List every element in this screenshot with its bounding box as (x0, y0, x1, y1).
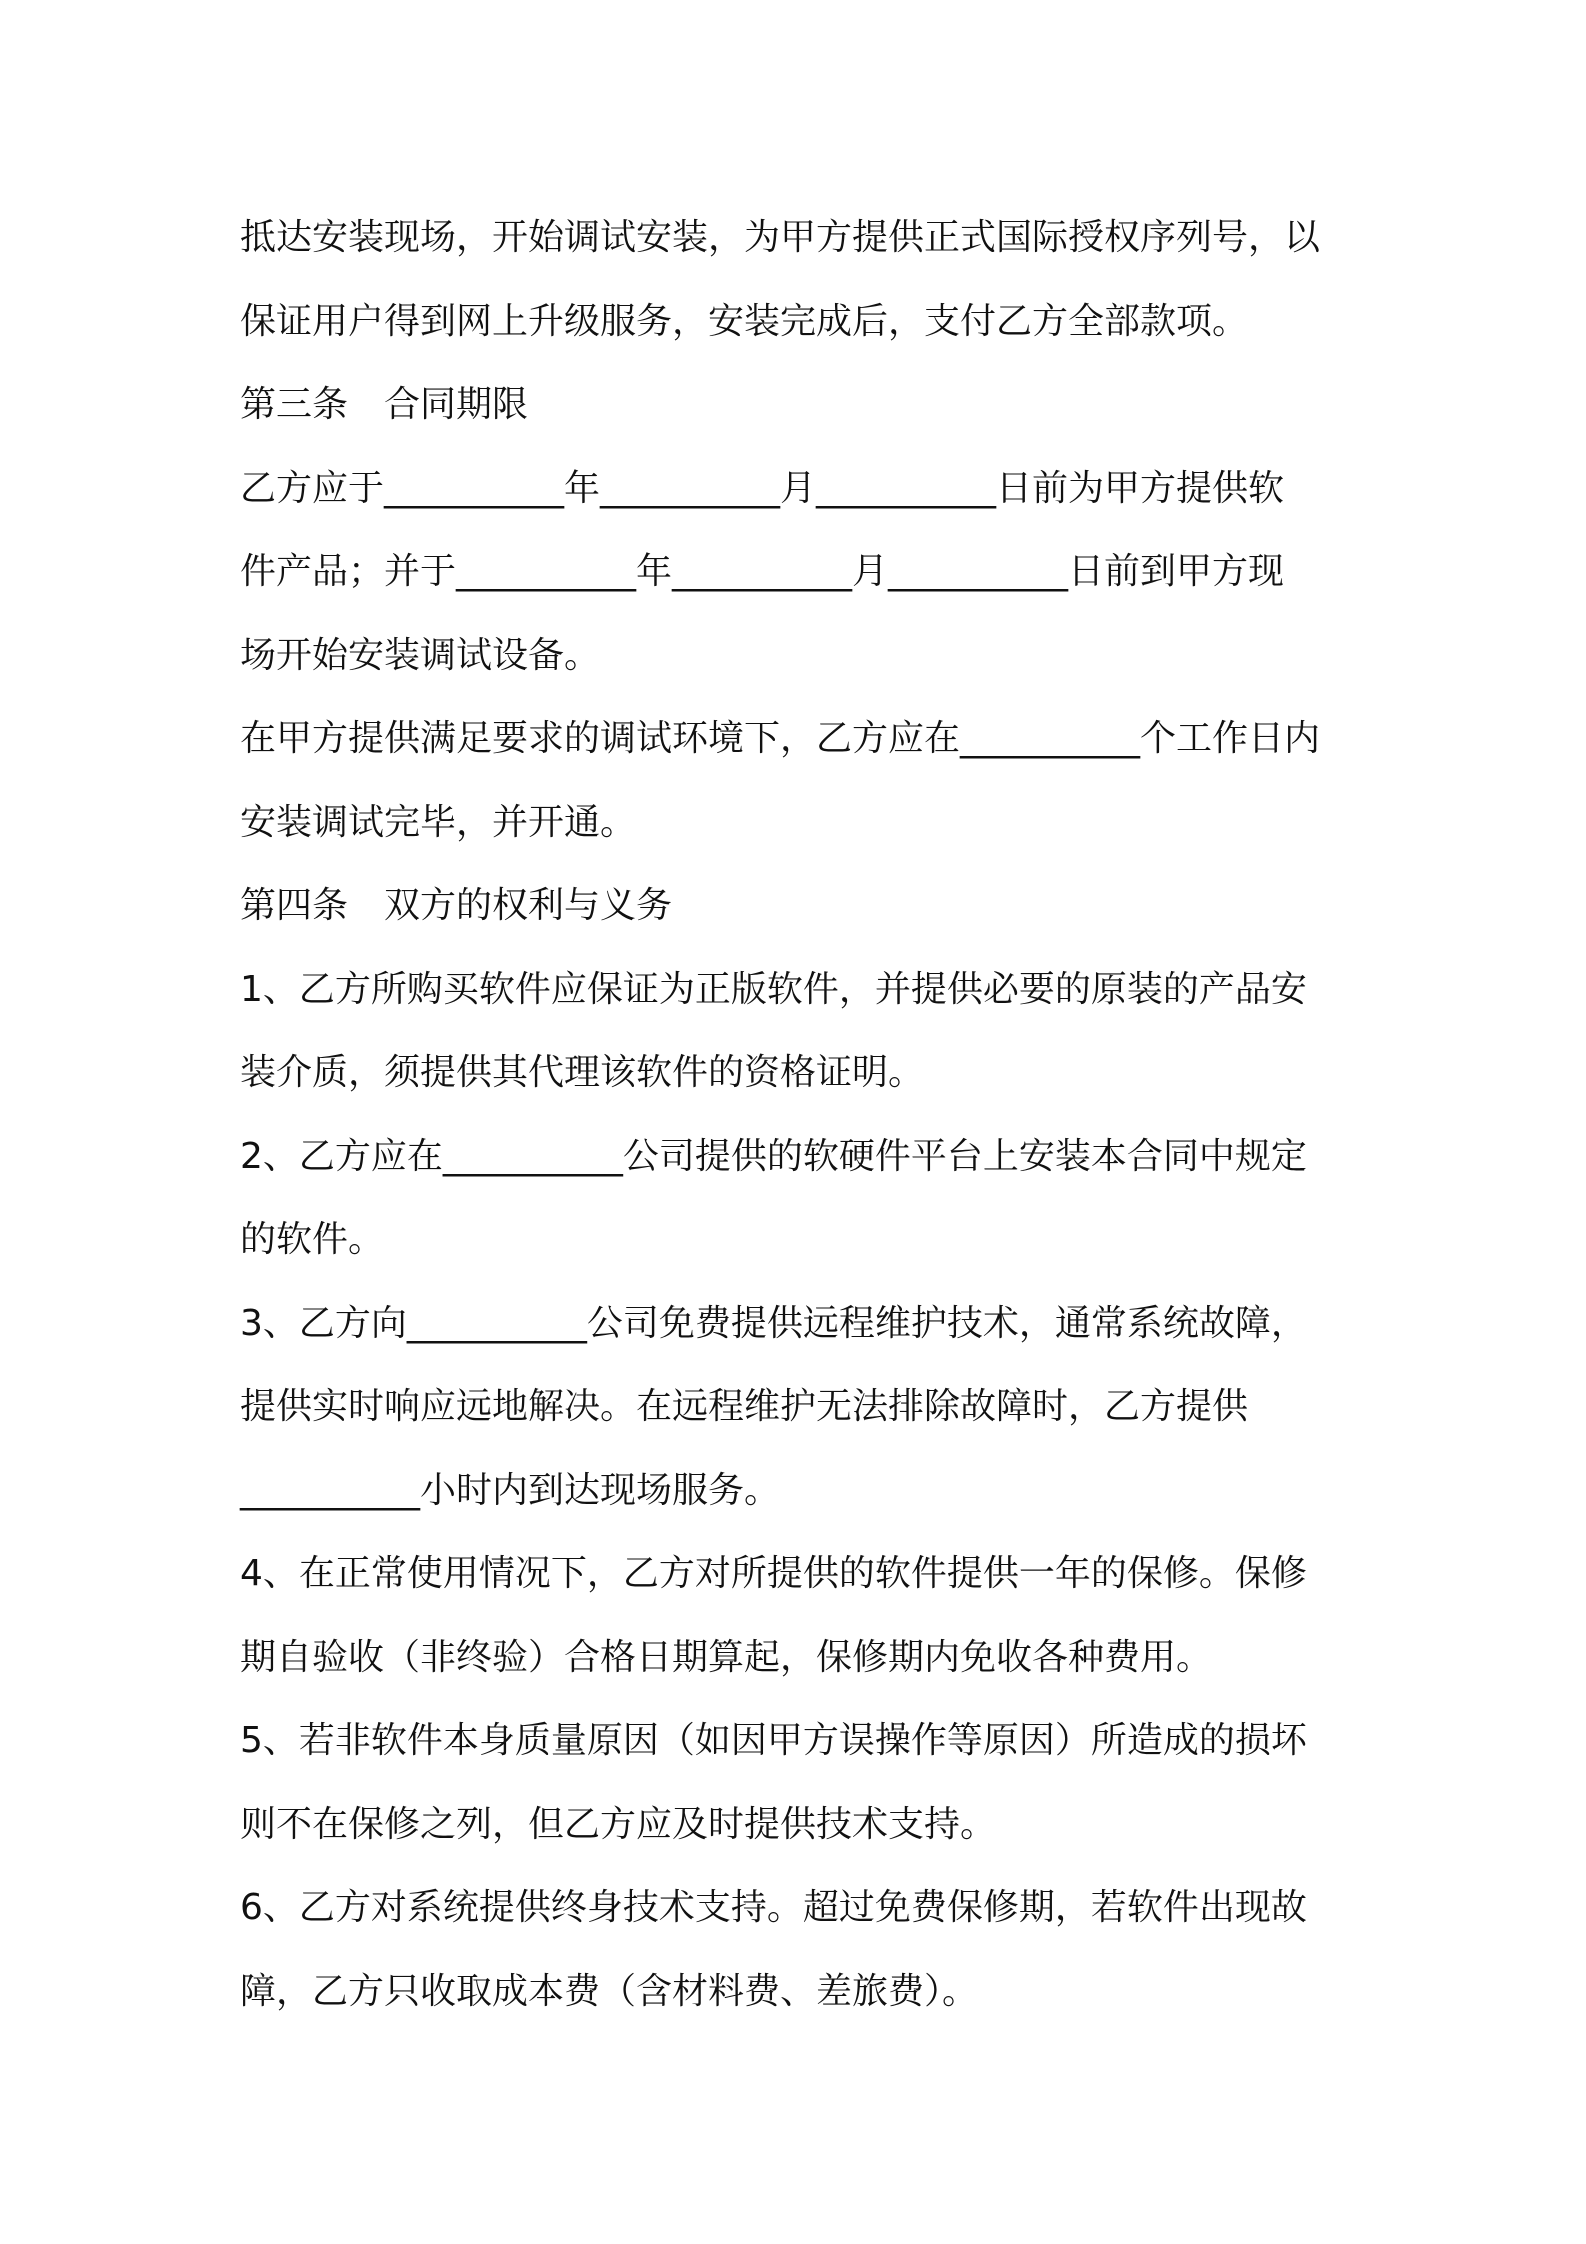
text-line: __________小时内到达现场服务。 (240, 1469, 781, 1511)
text-line: 6、乙方对系统提供终身技术支持。超过免费保修期，若软件出现故 (240, 1887, 1307, 1928)
text-line: 2、乙方应在__________公司提供的软硬件平台上安装本合同中规定 (240, 1135, 1307, 1177)
text-line: 保证用户得到网上升级服务，安装完成后，支付乙方全部款项。 (240, 300, 1249, 342)
text-line: 的软件。 (240, 1219, 385, 1260)
text-line: 在甲方提供满足要求的调试环境下，乙方应在__________个工作日内 (240, 718, 1321, 759)
text-line: 场开始安装调试设备。 (240, 634, 601, 676)
text-line: 5、若非软件本身质量原因（如因甲方误操作等原因）所造成的损坏 (240, 1720, 1307, 1761)
text-line: 件产品；并于__________年__________月__________日前到甲方现 (240, 551, 1285, 592)
text-line: 障，乙方只收取成本费（含材料费、差旅费）。 (240, 1970, 979, 2012)
text-line: 抵达安装现场，开始调试安装，为甲方提供正式国际授权序列号，以 (240, 217, 1321, 258)
text-line: 乙方应于__________年__________月__________日前为甲方提供软 (240, 467, 1285, 509)
document-body (240, 196, 1360, 2033)
text-line: 装介质，须提供其代理该软件的资格证明。 (240, 1052, 925, 1093)
text-line: 期自验收（非终验）合格日期算起，保修期内免收各种费用。 (240, 1636, 1213, 1678)
text-line: 提供实时响应远地解决。在远程维护无法排除故障时，乙方提供 (240, 1386, 1249, 1427)
text-line: 3、乙方向__________公司免费提供远程维护技术，通常系统故障， (240, 1302, 1307, 1344)
text-line: 安装调试完毕，并开通。 (240, 801, 637, 843)
article-heading: 第三条 合同期限 (240, 384, 529, 425)
text-line: 4、在正常使用情况下，乙方对所提供的软件提供一年的保修。保修 (240, 1553, 1307, 1594)
text-line: 则不在保修之列，但乙方应及时提供技术支持。 (240, 1803, 997, 1845)
article-heading: 第四条 双方的权利与义务 (240, 885, 673, 926)
text-line: 1、乙方所购买软件应保证为正版软件，并提供必要的原装的产品安 (240, 968, 1307, 1010)
